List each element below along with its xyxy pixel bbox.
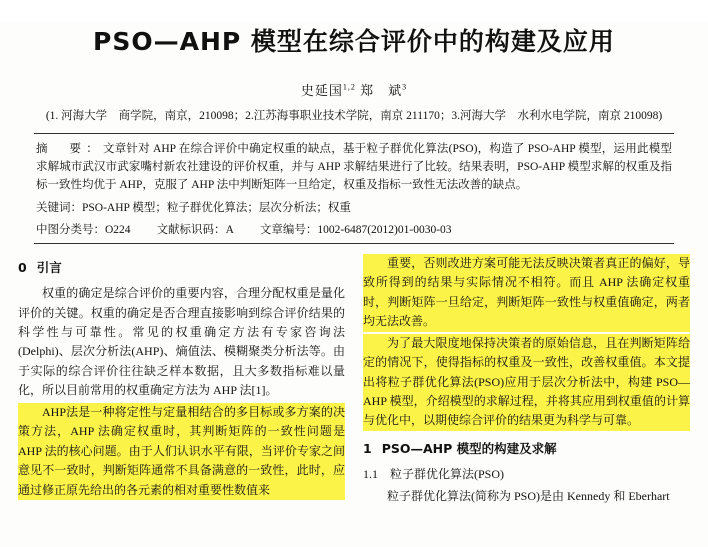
doc-code-value: A (225, 223, 234, 236)
author-one: 史延国 (300, 83, 343, 98)
affiliations: (1. 河海大学 商学院，南京，210098；2.江苏海事职业技术学院，南京 211170；3.河海大学 水利水电学院，南京 210098) (45, 110, 663, 122)
right-paragraph-1: 重要，否则改进方案可能无法反映决策者真正的偏好，导致所得到的结果与实际情况不相符。而且 AHP 法确定权重时，判断矩阵一旦给定，判断矩阵一致性与权重值确定，两者均无法改善。 (363, 254, 690, 332)
section-number-1: 1 (363, 440, 372, 456)
author-line (0, 80, 708, 99)
section-heading-0 (18, 258, 345, 278)
right-paragraph-3: 粒子群优化算法(简称为 PSO)是由 Kennedy 和 Eberhart (387, 488, 670, 503)
author-one-affil-mark: 1,2 (342, 82, 356, 92)
subsection-heading-1-1 (363, 465, 690, 484)
author-two-affil-mark: 3 (402, 82, 408, 92)
subsection-number: 1.1 (363, 467, 378, 482)
abstract-paragraph (36, 141, 672, 194)
bottom-fade (0, 535, 708, 547)
article-id-label: 文章编号： (259, 223, 318, 236)
paper-page (0, 22, 708, 547)
section-label-0: 引言 (36, 259, 62, 275)
right-column (363, 254, 690, 508)
left-paragraph-1: 权重的确定是综合评价的重要内容，合理分配权重是量化评价的关键。权重的确定是否合理直接影响到综合评价结果的科学性与可靠性。常见的权重确定方法有专家咨询法(Delphi)、层次分析法(AHP)、熵值法、模糊聚类分析法等。由于实际的综合评价往往缺乏样本数据，且大多数指标难以量化，所以目前常用的权重确定方法为 AHP 法[1]。 (18, 286, 345, 398)
page-title: PSO—AHP 模型在综合评价中的构建及应用 (93, 27, 615, 56)
abstract-text: 文章针对 AHP 在综合评价中确定权重的缺点，基于粒子群优化算法(PSO)，构造了 PSO-AHP 模型，运用此模型求解城市武汉市武家嘴村新农社建设的评价权重，并与 AHP 求解结果进行了比较。结果表明，PSO-AHP 模型求解的权重及指标一致性均优于 AHP，克服了 AHP 法中判断矩阵一旦给定，权重及指标一致性无法改善的缺点。 (36, 143, 672, 191)
doc-code-group (157, 221, 234, 237)
keywords-label: 关键词： (36, 201, 82, 214)
clc-label: 中图分类号： (36, 223, 105, 236)
divider-top (34, 133, 674, 134)
article-id-value: 1002-6487(2012)01-0030-03 (317, 223, 452, 236)
section-heading-1 (363, 439, 690, 459)
right-paragraph-2: 为了最大限度地保持决策者的原始信息，且在判断矩阵给定的情况下，使得指标的权重及一致性，改善权重值。本文提出将粒子群优化算法(PSO)应用于层次分析法中，构建 PSO—AHP 模型，介绍模型的求解过程，并将其应用到权重值的计算与优化中，以期使综合评价的结果更为科学与可靠。 (363, 334, 690, 431)
doc-code-label: 文献标识码： (156, 223, 226, 236)
article-id-group (260, 221, 452, 237)
section-number-0: 0 (18, 259, 27, 275)
abstract-block (0, 141, 708, 237)
body-columns (0, 244, 708, 508)
clc-value: O224 (105, 223, 131, 236)
keywords-text: PSO-AHP 模型；粒子群优化算法；层次分析法；权重 (82, 201, 351, 214)
author-two: 郑 斌 (360, 83, 403, 98)
keywords-line (36, 199, 672, 217)
subsection-label: 粒子群优化算法(PSO) (390, 467, 505, 482)
left-paragraph-2: AHP法是一种将定性与定量相结合的多目标或多方案的决策方法，AHP 法确定权重时，其判断矩阵的一致性问题是 AHP 法的核心问题。由于人们认识水平有限，当评价专家之间意见不一致时，判断矩阵通常不具备满意的一致性，此时，应通过修正原先给出的各元素的相对重要性数值来 (18, 403, 345, 500)
clc-group (36, 221, 131, 237)
left-column (18, 254, 345, 508)
abstract-label: 摘 要： (36, 143, 103, 156)
section-label-1: PSO—AHP 模型的构建及求解 (381, 440, 557, 456)
classification-line (36, 221, 672, 237)
